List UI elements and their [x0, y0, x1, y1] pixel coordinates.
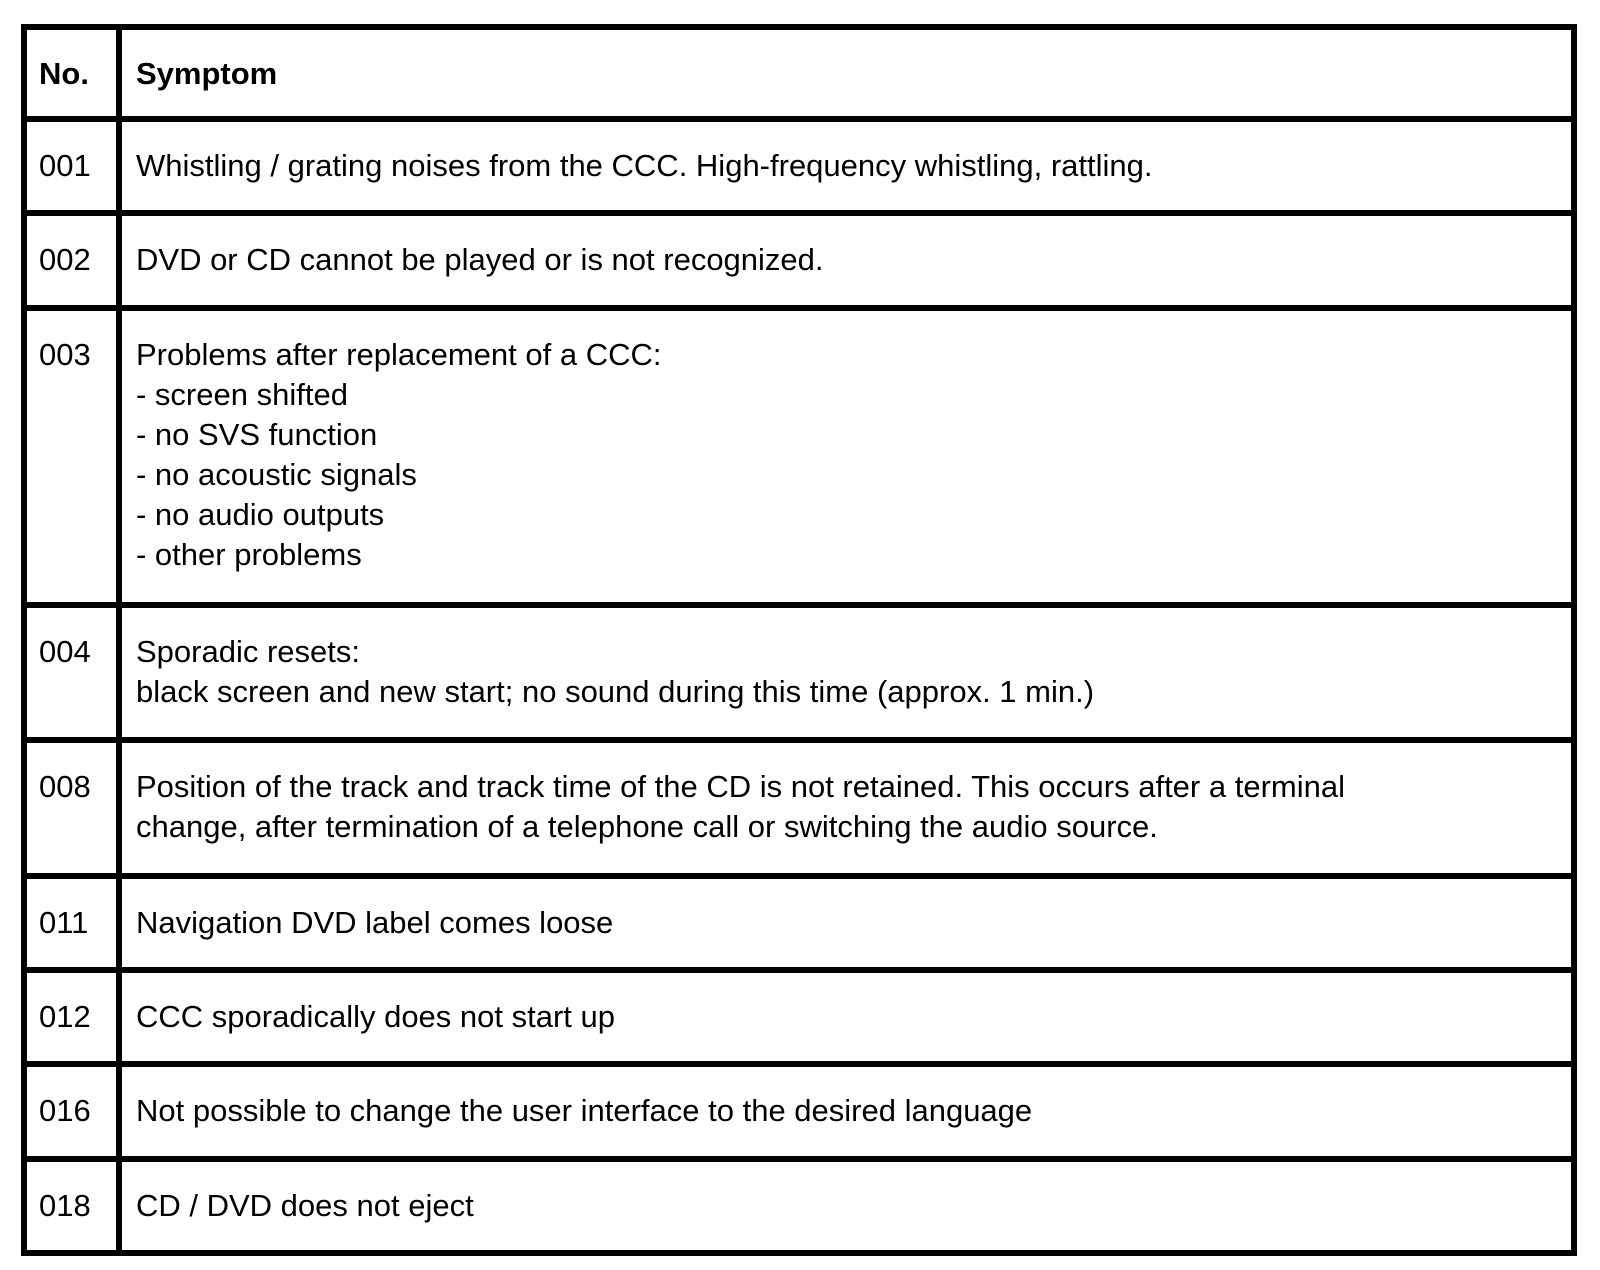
- symptom-line: CD / DVD does not eject: [136, 1187, 474, 1223]
- table-row: [24, 1064, 1574, 1158]
- row-number: 002: [24, 213, 119, 307]
- row-number: 001: [24, 119, 119, 213]
- row-symptom: [119, 876, 1574, 970]
- row-symptom: [119, 1159, 1574, 1253]
- table-row: [24, 876, 1574, 970]
- symptom-line: CCC sporadically does not start up: [136, 998, 616, 1034]
- row-symptom: [119, 213, 1574, 307]
- symptom-line: Whistling / grating noises from the CCC. High-frequency whistling, rattling.: [136, 148, 1153, 183]
- table-row: [24, 1159, 1574, 1253]
- symptom-line: DVD or CD cannot be played or is not recognized.: [136, 242, 824, 278]
- row-symptom: [119, 1064, 1574, 1158]
- symptom-line: - no audio outputs: [136, 496, 385, 532]
- table-row: [24, 119, 1574, 213]
- symptom-line: change, after termination of a telephone call or switching the audio source.: [136, 809, 1158, 845]
- header-no: No.: [24, 27, 119, 119]
- symptom-line: - other problems: [136, 536, 362, 572]
- table-header-row: [24, 27, 1574, 119]
- symptom-line: - no acoustic signals: [136, 456, 417, 492]
- row-symptom: [119, 119, 1574, 213]
- row-number: 011: [24, 876, 119, 970]
- row-number: 003: [24, 308, 119, 605]
- table-row: [24, 213, 1574, 307]
- symptom-line: Sporadic resets:: [136, 633, 360, 669]
- row-number: 012: [24, 970, 119, 1064]
- row-symptom: [119, 740, 1574, 875]
- row-number: 018: [24, 1159, 119, 1253]
- row-symptom: [119, 308, 1574, 605]
- row-symptom: [119, 605, 1574, 740]
- row-number: 004: [24, 605, 119, 740]
- symptom-line: Position of the track and track time of the CD is not retained. This occurs after a terminal: [136, 769, 1345, 805]
- symptom-line: Not possible to change the user interface to the desired language: [136, 1093, 1033, 1129]
- symptom-line: black screen and new start; no sound during this time (approx. 1 min.): [136, 673, 1095, 709]
- table-row: [24, 970, 1574, 1064]
- table-row: [24, 605, 1574, 740]
- table-row: [24, 740, 1574, 875]
- symptom-line: Navigation DVD label comes loose: [136, 904, 614, 940]
- table-row: [24, 308, 1574, 605]
- symptom-line: - no SVS function: [136, 416, 378, 452]
- symptom-line: - screen shifted: [136, 376, 348, 412]
- row-symptom: [119, 970, 1574, 1064]
- header-symptom: Symptom: [119, 27, 1574, 119]
- symptom-table: [21, 24, 1577, 1256]
- symptom-line: Problems after replacement of a CCC:: [136, 336, 662, 372]
- row-number: 016: [24, 1064, 119, 1158]
- row-number: 008: [24, 740, 119, 875]
